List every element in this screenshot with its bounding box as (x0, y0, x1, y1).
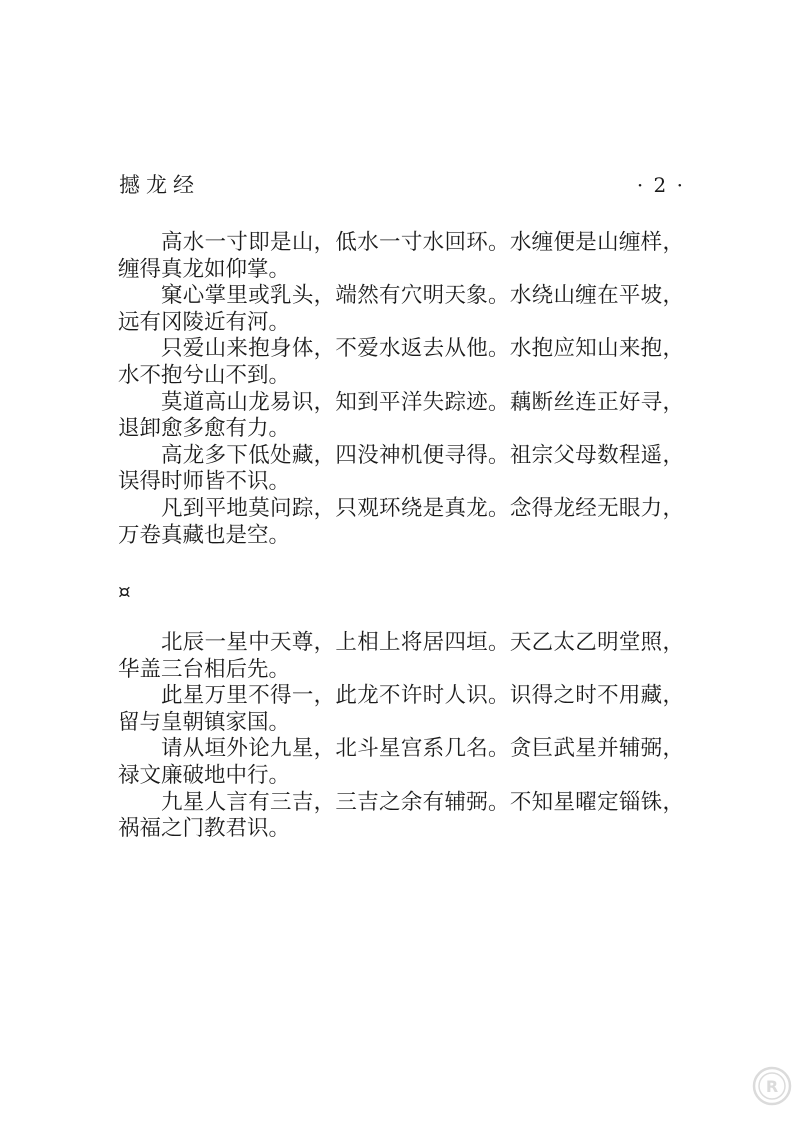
running-title: 撼龙经 (119, 173, 200, 197)
verse-paragraph: 高水一寸即是山，低水一寸水回环。水缠便是山缠样，缠得真龙如仰掌。 (118, 230, 684, 282)
watermark-letter: R (765, 1077, 779, 1096)
verse-paragraph: 高龙多下低处藏，四没神机便寻得。祖宗父母数程遥，误得时师皆不识。 (118, 442, 684, 495)
verse-paragraph: 请从垣外论九星，北斗星宫系几名。贪巨武星并辅弼，禄文廉破地中行。 (118, 736, 684, 788)
verse-paragraph: 凡到平地莫问踪，只观环绕是真龙。念得龙经无眼力，万卷真藏也是空。 (118, 495, 684, 548)
page-number: · 2 · (636, 173, 685, 197)
verse-section-2 (118, 630, 684, 843)
registered-mark-icon (752, 1066, 792, 1106)
verse-section-1 (118, 230, 684, 549)
verse-paragraph: 只爱山来抱身体，不爱水返去从他。水抱应知山来抱，水不抱兮山不到。 (118, 336, 684, 388)
verse-paragraph: 北辰一星中天尊，上相上将居四垣。天乙太乙明堂照，华盖三台相后先。 (118, 630, 684, 682)
verse-paragraph: 九星人言有三吉，三吉之余有辅弼。不知星曜定锱铢，祸福之门教君识。 (118, 789, 684, 842)
verse-paragraph: 窠心掌里或乳头，端然有穴明天象。水绕山缠在平坡，远有冈陵近有河。 (118, 283, 684, 335)
verse-paragraph: 此星万里不得一，此龙不许时人识。识得之时不用藏，留与皇朝镇家国。 (118, 683, 684, 735)
section-divider-symbol: ¤ (118, 579, 131, 603)
verse-paragraph: 莫道高山龙易识，知到平洋失踪迹。藕断丝连正好寻，退卸愈多愈有力。 (118, 389, 684, 442)
page-header (119, 170, 685, 200)
